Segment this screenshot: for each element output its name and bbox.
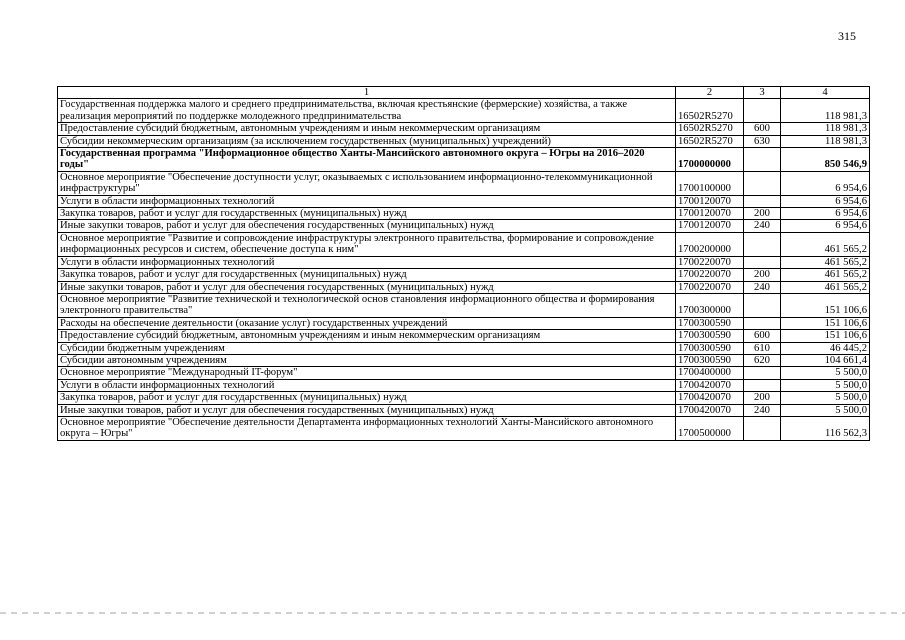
row-amount: 118 981,3 xyxy=(781,123,870,135)
table-row xyxy=(58,220,870,232)
row-name: Закупка товаров, работ и услуг для государственных (муниципальных) нужд xyxy=(58,392,676,404)
row-expense-type: 610 xyxy=(744,342,781,354)
header-col-1: 1 xyxy=(58,87,676,99)
table-row xyxy=(58,404,870,416)
row-name: Закупка товаров, работ и услуг для государственных (муниципальных) нужд xyxy=(58,208,676,220)
row-amount: 118 981,3 xyxy=(781,135,870,147)
row-amount: 461 565,2 xyxy=(781,281,870,293)
row-name: Субсидии автономным учреждениям xyxy=(58,354,676,366)
row-name: Услуги в области информационных технологий xyxy=(58,379,676,391)
row-code: 1700120070 xyxy=(676,208,744,220)
row-amount: 6 954,6 xyxy=(781,171,870,195)
row-expense-type: 240 xyxy=(744,220,781,232)
row-amount: 6 954,6 xyxy=(781,208,870,220)
row-name: Субсидии бюджетным учреждениям xyxy=(58,342,676,354)
row-amount: 6 954,6 xyxy=(781,195,870,207)
header-col-4: 4 xyxy=(781,87,870,99)
row-amount: 461 565,2 xyxy=(781,232,870,256)
table-row xyxy=(58,354,870,366)
row-name: Иные закупки товаров, работ и услуг для обеспечения государственных (муниципальных) нужд xyxy=(58,404,676,416)
row-code: 1700420070 xyxy=(676,404,744,416)
row-expense-type xyxy=(744,379,781,391)
row-amount: 104 661,4 xyxy=(781,354,870,366)
row-name: Предоставление субсидий бюджетным, автономным учреждениям и иным некоммерческим организациям xyxy=(58,330,676,342)
table-row xyxy=(58,367,870,379)
row-code: 1700220070 xyxy=(676,269,744,281)
row-name: Основное мероприятие "Развитие и сопровождение инфраструктуры электронного правительства, формирование и сопровождение информационных ресурсов и систем, обеспечение доступа к ним" xyxy=(58,232,676,256)
row-expense-type xyxy=(744,195,781,207)
table-header xyxy=(58,87,870,99)
row-expense-type: 620 xyxy=(744,354,781,366)
row-code: 1700220070 xyxy=(676,281,744,293)
table-row xyxy=(58,135,870,147)
row-name: Государственная программа "Информационное общество Ханты-Мансийского автономного округа – Югры на 2016–2020 годы" xyxy=(58,148,676,172)
table-row xyxy=(58,195,870,207)
table-row xyxy=(58,232,870,256)
row-amount: 46 445,2 xyxy=(781,342,870,354)
table-row xyxy=(58,342,870,354)
row-code: 1700200000 xyxy=(676,232,744,256)
row-amount: 461 565,2 xyxy=(781,256,870,268)
row-name: Иные закупки товаров, работ и услуг для обеспечения государственных (муниципальных) нужд xyxy=(58,281,676,293)
row-name: Субсидии некоммерческим организациям (за исключением государственных (муниципальных) учреждений) xyxy=(58,135,676,147)
budget-table xyxy=(57,86,870,441)
row-expense-type xyxy=(744,317,781,329)
row-amount: 118 981,3 xyxy=(781,99,870,123)
table-row xyxy=(58,171,870,195)
row-expense-type xyxy=(744,99,781,123)
row-code: 1700300590 xyxy=(676,354,744,366)
row-name: Основное мероприятие "Развитие технической и технологической основ становления информационного общества и формирования электронного правительства" xyxy=(58,293,676,317)
row-name: Услуги в области информационных технологий xyxy=(58,195,676,207)
row-amount: 151 106,6 xyxy=(781,293,870,317)
row-amount: 5 500,0 xyxy=(781,392,870,404)
row-expense-type xyxy=(744,148,781,172)
row-amount: 850 546,9 xyxy=(781,148,870,172)
row-name: Услуги в области информационных технологий xyxy=(58,256,676,268)
table-body xyxy=(58,99,870,440)
table-row xyxy=(58,256,870,268)
row-expense-type xyxy=(744,232,781,256)
row-amount: 5 500,0 xyxy=(781,367,870,379)
row-amount: 461 565,2 xyxy=(781,269,870,281)
table-row xyxy=(58,99,870,123)
header-col-3: 3 xyxy=(744,87,781,99)
header-row xyxy=(58,87,870,99)
table-row xyxy=(58,281,870,293)
table-row xyxy=(58,148,870,172)
table-row xyxy=(58,379,870,391)
row-amount: 116 562,3 xyxy=(781,416,870,440)
row-amount: 151 106,6 xyxy=(781,317,870,329)
row-code: 1700300590 xyxy=(676,342,744,354)
row-expense-type: 200 xyxy=(744,269,781,281)
row-name: Основное мероприятие "Международный IT-форум" xyxy=(58,367,676,379)
row-expense-type: 600 xyxy=(744,123,781,135)
row-code: 16502R5270 xyxy=(676,123,744,135)
table-row xyxy=(58,317,870,329)
row-expense-type: 200 xyxy=(744,208,781,220)
page-number: 315 xyxy=(838,29,856,43)
table-row xyxy=(58,123,870,135)
table-row xyxy=(58,392,870,404)
row-name: Предоставление субсидий бюджетным, автономным учреждениям и иным некоммерческим организациям xyxy=(58,123,676,135)
row-amount: 5 500,0 xyxy=(781,404,870,416)
row-name: Основное мероприятие "Обеспечение доступности услуг, оказываемых с использованием информационно-телекоммуникационной инфраструктуры" xyxy=(58,171,676,195)
row-expense-type xyxy=(744,293,781,317)
row-name: Иные закупки товаров, работ и услуг для обеспечения государственных (муниципальных) нужд xyxy=(58,220,676,232)
row-expense-type: 200 xyxy=(744,392,781,404)
table-row xyxy=(58,416,870,440)
row-expense-type xyxy=(744,416,781,440)
row-expense-type xyxy=(744,256,781,268)
row-code: 1700300590 xyxy=(676,330,744,342)
row-code: 1700420070 xyxy=(676,379,744,391)
table-row xyxy=(58,269,870,281)
row-code: 1700300590 xyxy=(676,317,744,329)
scan-artifact-line xyxy=(0,612,905,614)
row-code: 1700500000 xyxy=(676,416,744,440)
table-row xyxy=(58,293,870,317)
row-code: 1700220070 xyxy=(676,256,744,268)
row-code: 16502R5270 xyxy=(676,99,744,123)
row-amount: 6 954,6 xyxy=(781,220,870,232)
row-code: 1700120070 xyxy=(676,220,744,232)
row-expense-type: 240 xyxy=(744,281,781,293)
row-expense-type xyxy=(744,171,781,195)
row-code: 1700100000 xyxy=(676,171,744,195)
row-code: 1700400000 xyxy=(676,367,744,379)
row-name: Основное мероприятие "Обеспечение деятельности Департамента информационных технологий Ханты-Мансийского автономного округа – Югры" xyxy=(58,416,676,440)
row-code: 1700000000 xyxy=(676,148,744,172)
row-expense-type: 630 xyxy=(744,135,781,147)
row-code: 1700300000 xyxy=(676,293,744,317)
header-col-2: 2 xyxy=(676,87,744,99)
row-expense-type xyxy=(744,367,781,379)
row-amount: 5 500,0 xyxy=(781,379,870,391)
row-code: 1700420070 xyxy=(676,392,744,404)
row-code: 1700120070 xyxy=(676,195,744,207)
row-amount: 151 106,6 xyxy=(781,330,870,342)
row-code: 16502R5270 xyxy=(676,135,744,147)
row-expense-type: 240 xyxy=(744,404,781,416)
row-name: Государственная поддержка малого и среднего предпринимательства, включая крестьянские (фермерские) хозяйства, а также реализация мероприятий по поддержке молодежного предпринимательства xyxy=(58,99,676,123)
row-expense-type: 600 xyxy=(744,330,781,342)
row-name: Закупка товаров, работ и услуг для государственных (муниципальных) нужд xyxy=(58,269,676,281)
row-name: Расходы на обеспечение деятельности (оказание услуг) государственных учреждений xyxy=(58,317,676,329)
table-row xyxy=(58,208,870,220)
table-row xyxy=(58,330,870,342)
